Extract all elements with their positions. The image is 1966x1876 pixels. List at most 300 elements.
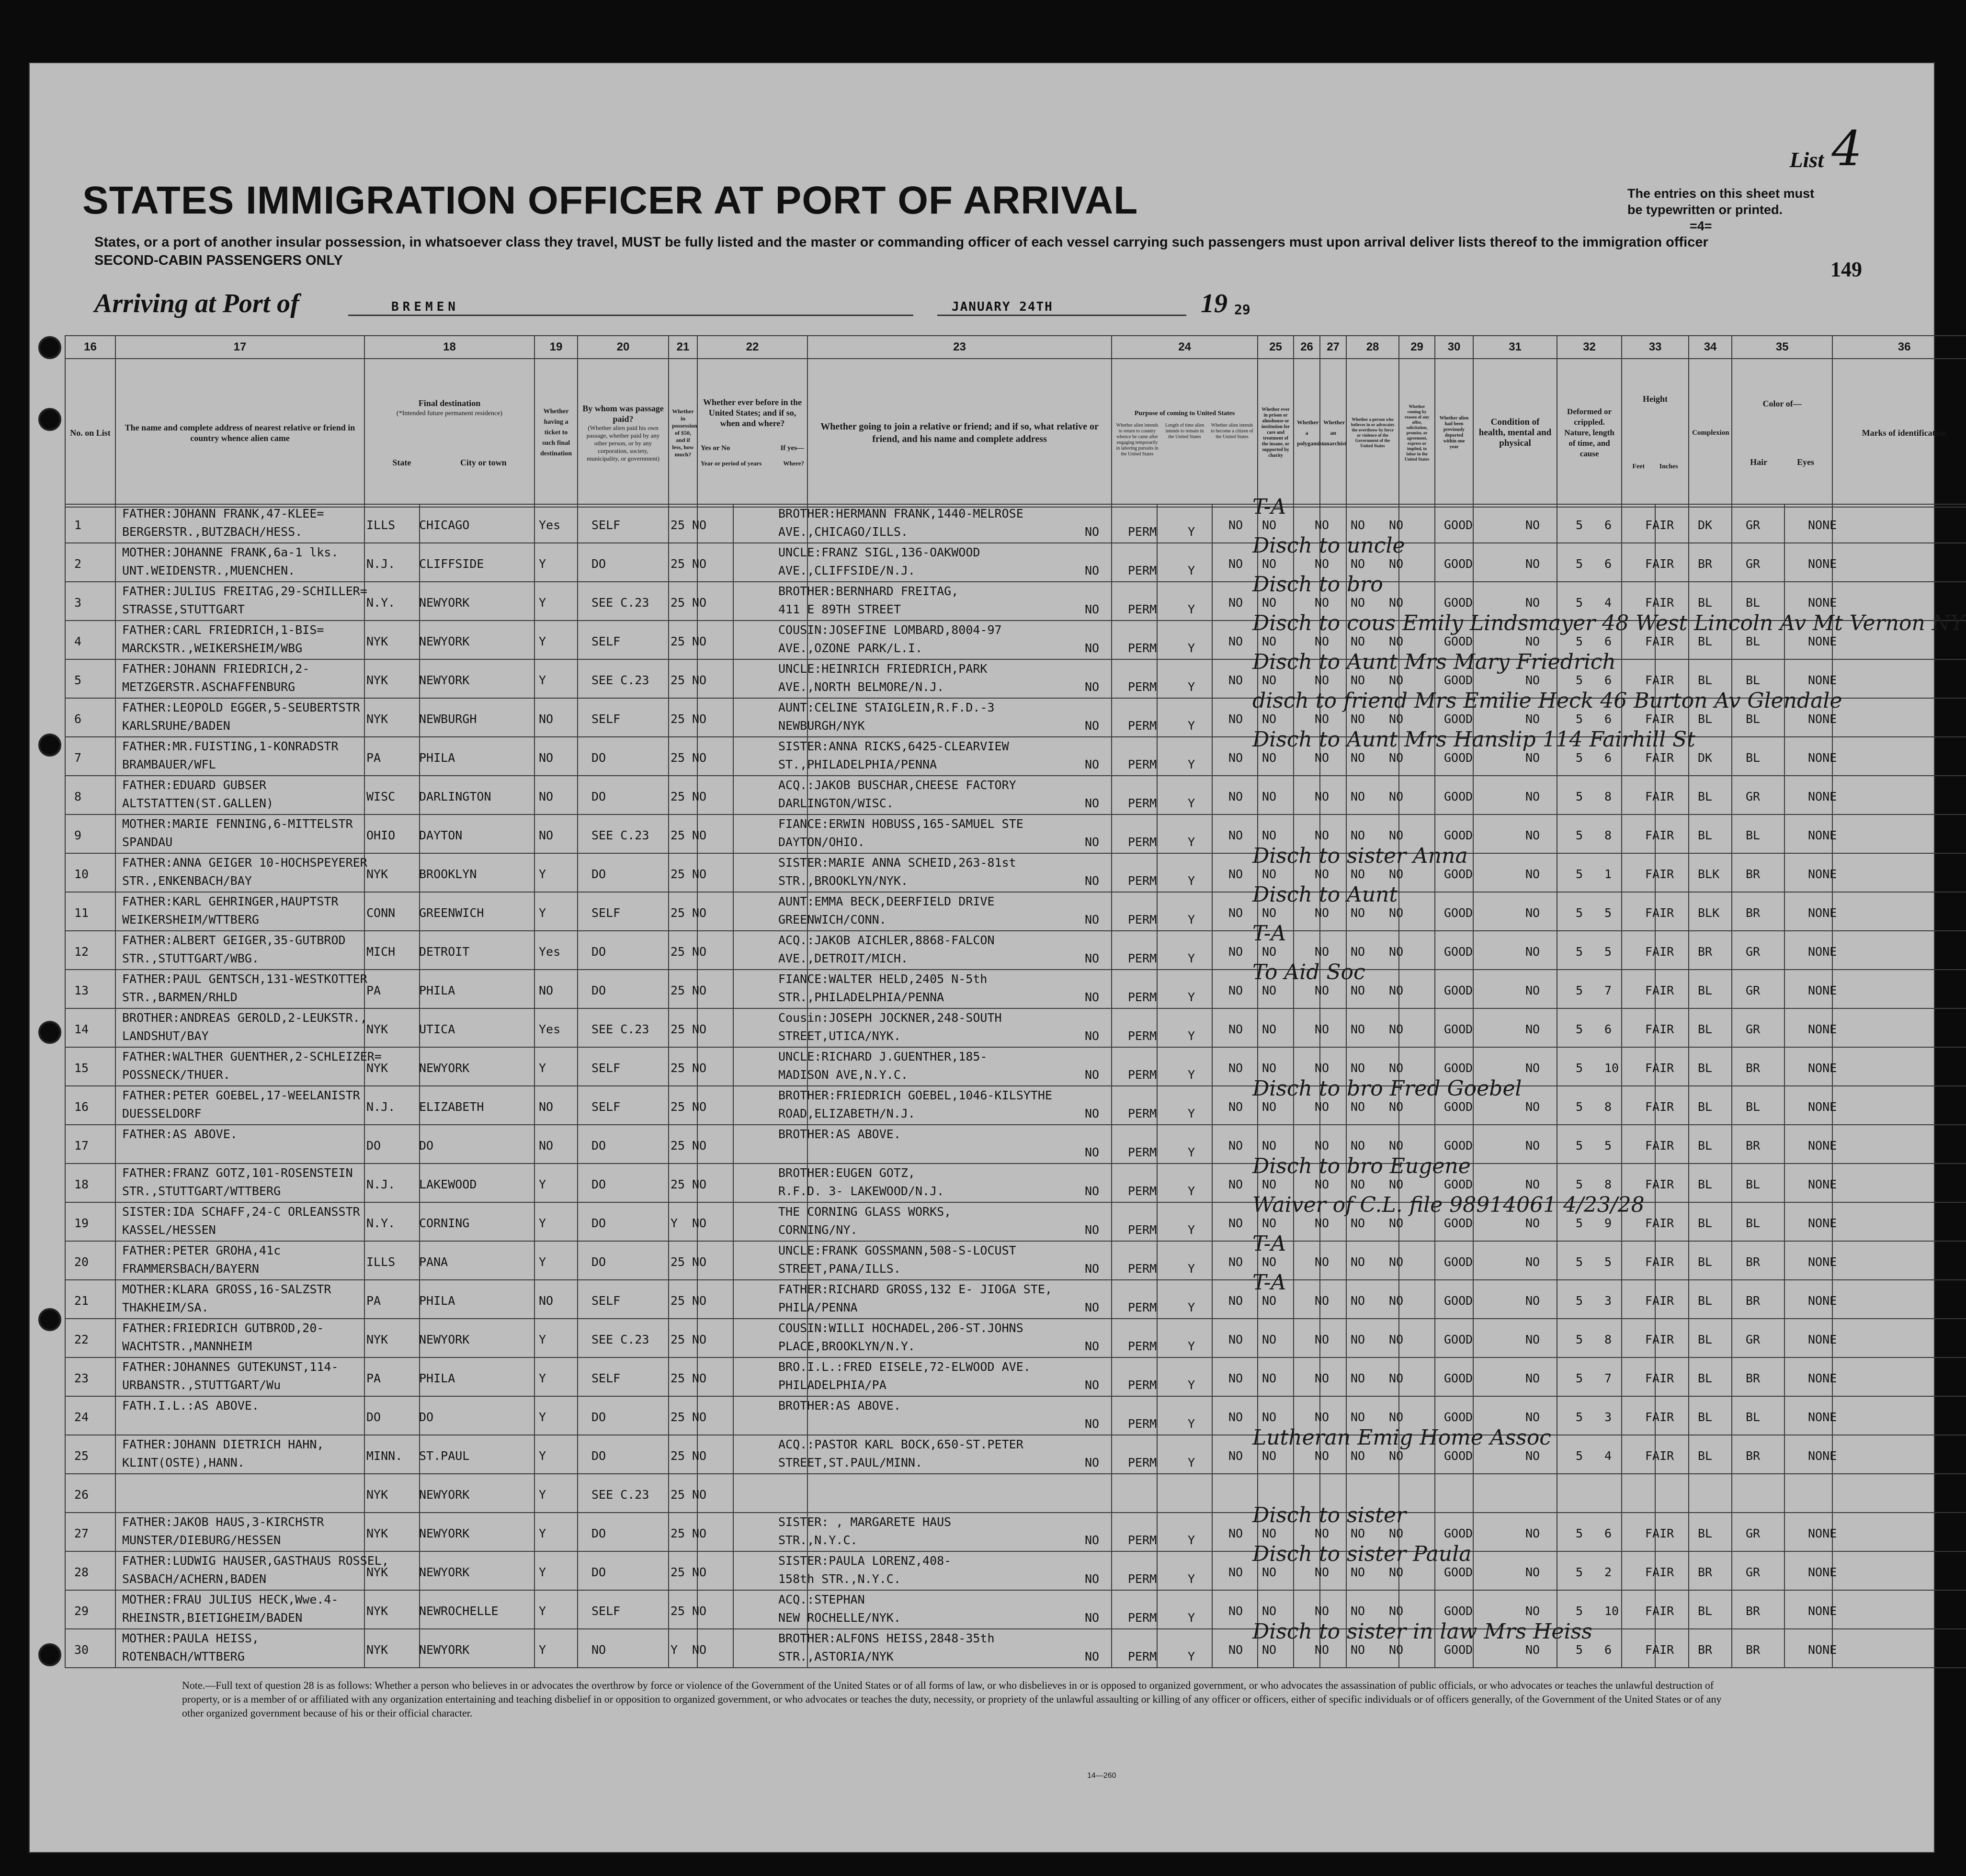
row-cx: FAIR [1645,1216,1674,1230]
row-city: NEWYORK [419,1488,470,1502]
row-before: NO [692,790,707,803]
row-in: 9 [1604,1216,1612,1230]
row-eyes: BL [1746,1216,1761,1230]
handwritten-annotation: Disch to sister Paula [1252,1542,1472,1566]
row-ft: 5 [1576,1604,1583,1618]
row-join1: ACQ.:JAKOB BUSCHAR,CHEESE FACTORY [778,778,1016,792]
handwritten-annotation: T-A [1252,1232,1286,1256]
row-q25: NO [1228,1022,1243,1036]
row-join1: ACQ.:JAKOB AICHLER,8868-FALCON [778,933,995,947]
row-city: DARLINGTON [419,790,491,803]
row-marks: NONE [1808,1526,1837,1540]
row-q28: NO [1315,983,1330,997]
row-marks: NONE [1808,751,1837,765]
row-ticket: Y [539,1410,546,1424]
row-in: 3 [1604,1294,1612,1308]
row-cx: FAIR [1645,557,1674,571]
row-join2: 411 E 89TH STREET [778,602,901,616]
row-cx: FAIR [1645,1139,1674,1153]
row-money: 25 [670,828,685,842]
passenger-row [65,1503,1899,1557]
row-q25: NO [1228,596,1243,610]
row-p2: PERM [1128,1339,1157,1353]
row-q25: NO [1228,1449,1243,1463]
row-deformed: NO [1525,712,1540,726]
row-q25: NO [1228,1604,1243,1618]
row-q29: NO [1351,790,1365,803]
row-rel1: FATHER:JAKOB HAUS,3-KIRCHSTR [122,1515,324,1529]
row-no: 10 [74,867,89,881]
row-join1: ACQ.:PASTOR KARL BOCK,650-ST.PETER [778,1437,1023,1451]
row-q26: NO [1262,1604,1277,1618]
row-in: 6 [1604,634,1612,648]
row-rel2: KARLSRUHE/BADEN [122,719,230,733]
row-money: Y [670,1216,678,1230]
row-eyes: GR [1746,518,1761,532]
row-p2: PERM [1128,1650,1157,1663]
row-ft: 5 [1576,1061,1583,1075]
row-q25: NO [1228,1643,1243,1657]
row-q25: NO [1228,1100,1243,1114]
row-marks: NONE [1808,983,1837,997]
row-q30: NO [1389,1526,1404,1540]
row-paid: SELF [591,1061,621,1075]
row-q30: NO [1389,634,1404,648]
handwritten-annotation: Disch to Aunt Mrs Hanslip 114 Fairhill St [1252,727,1695,752]
row-eyes: GR [1746,983,1761,997]
row-ticket: Yes [539,518,561,532]
row-ft: 5 [1576,945,1583,959]
row-q28: NO [1315,945,1330,959]
row-before: NO [692,906,707,920]
row-p2: PERM [1128,1145,1157,1159]
row-in: 10 [1604,1061,1619,1075]
row-marks: NONE [1808,1022,1837,1036]
row-no: 26 [74,1488,89,1502]
row-join1: UNCLE:FRANK GOSSMANN,508-S-LOCUST [778,1243,1016,1257]
row-rel1: FATHER:PETER GOEBEL,17-WEELANISTR [122,1088,360,1102]
intro-text: States, or a port of another insular possession, in whatsoever class they travel, MUST be fully listed and the master or commanding officer of each vessel carrying such passengers must upon arrival deliver lists thereof to the immigration officer SECOND-CABIN PASSENGERS ONLY [94,235,1708,268]
row-hair: BL [1698,1294,1713,1308]
row-deformed: NO [1525,751,1540,765]
row-q29: NO [1351,673,1365,687]
row-money: 25 [670,1604,685,1618]
row-eyes: BL [1746,596,1761,610]
row-before: NO [692,1371,707,1385]
row-q25: NO [1228,1526,1243,1540]
row-q26: NO [1262,1565,1277,1579]
row-money: 25 [670,1371,685,1385]
row-deformed: NO [1525,1643,1540,1657]
handwritten-annotation: Waiver of C.L. file 98914061 4/23/28 [1252,1193,1645,1217]
row-ft: 5 [1576,1216,1583,1230]
row-eyes: GR [1746,557,1761,571]
row-join1: UNCLE:HEINRICH FRIEDRICH,PARK [778,662,988,676]
row-ft: 5 [1576,790,1583,803]
row-hair: BL [1698,1139,1713,1153]
arriving-line [94,288,1250,322]
row-money: 25 [670,1410,685,1424]
row-ft: 5 [1576,1643,1583,1657]
row-rel2: THAKHEIM/SA. [122,1300,209,1314]
row-state: N.J. [366,1177,396,1191]
row-rel2: KLINT(OSTE),HANN. [122,1456,245,1469]
row-p3: Y [1188,913,1195,927]
row-cx: FAIR [1645,596,1674,610]
row-p1: NO [1085,757,1100,771]
row-deformed: NO [1525,596,1540,610]
row-p2: PERM [1128,1572,1157,1586]
row-join1: ACQ.:STEPHAN [778,1593,865,1606]
row-health: GOOD [1444,906,1473,920]
row-paid: SELF [591,1604,621,1618]
row-hair: BLK [1698,867,1720,881]
row-paid: DO [591,790,606,803]
row-before: NO [692,1022,707,1036]
handwritten-annotation: Disch to uncle [1252,533,1405,558]
row-q30: NO [1389,1139,1404,1153]
row-q25: NO [1228,1177,1243,1191]
row-p1: NO [1085,719,1100,733]
row-before: NO [692,712,707,726]
row-city: ST.PAUL [419,1449,470,1463]
row-marks: NONE [1808,790,1837,803]
passenger-row [65,1590,1899,1635]
row-q26: NO [1262,557,1277,571]
row-rel1: FATHER:FRANZ GOTZ,101-ROSENSTEIN [122,1166,353,1180]
passenger-row [65,495,1899,549]
row-q26: NO [1262,867,1277,881]
row-p1: NO [1085,990,1100,1004]
row-hair: BL [1698,1177,1713,1191]
row-p1: NO [1085,1029,1100,1043]
row-ticket: Y [539,1371,546,1385]
col-joining-relative: Whether going to join a relative or friend; and if so, what relative or friend, and his name and complete address [807,359,1112,507]
row-no: 4 [74,634,82,648]
row-p3: Y [1188,564,1195,577]
passenger-row [65,814,1899,859]
row-ticket: NO [539,983,554,997]
row-deformed: NO [1525,1100,1540,1114]
col-q29: Whether coming by reason of any offer, solicitation, promise, or agreement, express or implied, to labor in the United States [1399,359,1435,507]
row-marks: NONE [1808,712,1837,726]
row-q28: NO [1315,673,1330,687]
row-no: 16 [74,1100,89,1114]
row-hair: BL [1698,1255,1713,1269]
row-in: 4 [1604,596,1612,610]
row-hair: BL [1698,634,1713,648]
row-p2: PERM [1128,641,1157,655]
passenger-row [65,1318,1899,1363]
row-paid: SELF [591,712,621,726]
row-cx: FAIR [1645,1371,1674,1385]
row-p3: Y [1188,757,1195,771]
row-in: 6 [1604,751,1612,765]
row-marks: NONE [1808,1255,1837,1269]
row-q30: NO [1389,1022,1404,1036]
row-marks: NONE [1808,557,1837,571]
row-city: LAKEWOOD [419,1177,477,1191]
row-ft: 5 [1576,596,1583,610]
row-deformed: NO [1525,1449,1540,1463]
row-before: NO [692,673,707,687]
row-q25: NO [1228,1565,1243,1579]
row-before: NO [692,828,707,842]
row-q26: NO [1262,1139,1277,1153]
binder-hole [38,408,61,431]
row-deformed: NO [1525,1216,1540,1230]
row-q26: NO [1262,1643,1277,1657]
row-q25: NO [1228,557,1243,571]
row-q28: NO [1315,1294,1330,1308]
row-health: GOOD [1444,1604,1473,1618]
row-p3: Y [1188,796,1195,810]
row-join2: AVE.,NORTH BELMORE/N.J. [778,680,944,694]
row-q30: NO [1389,945,1404,959]
row-p2: PERM [1128,1417,1157,1431]
row-eyes: BL [1746,1100,1761,1114]
row-q29: NO [1351,557,1365,571]
row-health: GOOD [1444,867,1473,881]
row-state: PA [366,751,381,765]
row-deformed: NO [1525,906,1540,920]
row-q30: NO [1389,1100,1404,1114]
row-health: GOOD [1444,1216,1473,1230]
passenger-row [65,775,1899,820]
row-paid: DO [591,1177,606,1191]
row-money: 25 [670,867,685,881]
binder-hole [38,734,61,757]
row-before: NO [692,1100,707,1114]
row-before: NO [692,1294,707,1308]
row-q26: NO [1262,712,1277,726]
row-join1: BRO.I.L.:FRED EISELE,72-ELWOOD AVE. [778,1360,1031,1374]
row-marks: NONE [1808,1604,1837,1618]
row-cx: FAIR [1645,1526,1674,1540]
row-eyes: BR [1746,1255,1761,1269]
row-join1: BROTHER:AS ABOVE. [778,1127,901,1141]
row-ft: 5 [1576,751,1583,765]
passenger-row [65,1047,1899,1092]
row-p3: Y [1188,525,1195,539]
row-rel2: FRAMMERSBACH/BAYERN [122,1262,259,1276]
row-hair: BL [1698,1333,1713,1346]
passenger-row [65,960,1899,1014]
row-deformed: NO [1525,1410,1540,1424]
row-paid: DO [591,1526,606,1540]
row-p1: NO [1085,602,1100,616]
row-q25: NO [1228,673,1243,687]
row-join1: SISTER:ANNA RICKS,6425-CLEARVIEW [778,739,1009,753]
row-rel2: ROTENBACH/WTTBERG [122,1650,245,1663]
row-before: NO [692,945,707,959]
col-deformed: Deformed or crippled. Nature, length of time, and cause [1557,359,1622,507]
row-health: GOOD [1444,1022,1473,1036]
row-city: PANA [419,1255,448,1269]
row-money: 25 [670,1177,685,1191]
row-money: 25 [670,1061,685,1075]
row-join2: NEW ROCHELLE/NYK. [778,1611,901,1625]
row-ticket: NO [539,1139,554,1153]
row-p2: PERM [1128,1223,1157,1237]
row-no: 6 [74,712,82,726]
row-before: NO [692,1565,707,1579]
row-cx: FAIR [1645,751,1674,765]
row-no: 1 [74,518,82,532]
row-health: GOOD [1444,1410,1473,1424]
row-city: NEWYORK [419,1565,470,1579]
passenger-row [65,1619,1899,1673]
row-state: NYK [366,1643,388,1657]
row-before: NO [692,1410,707,1424]
row-hair: DK [1698,518,1713,532]
sheet-number: 149 [1830,258,1862,281]
col-q28: Whether a person who believes in or advocates the overthrow by force or violence of the Government of the United States [1346,359,1399,507]
row-ft: 5 [1576,1255,1583,1269]
row-q29: NO [1351,1333,1365,1346]
row-before: NO [692,1139,707,1153]
row-q28: NO [1315,712,1330,726]
row-cx: FAIR [1645,1061,1674,1075]
row-p2: PERM [1128,1300,1157,1314]
row-q30: NO [1389,1333,1404,1346]
row-q25: NO [1228,828,1243,842]
row-p2: PERM [1128,951,1157,965]
row-money: 25 [670,712,685,726]
row-in: 7 [1604,983,1612,997]
row-join2: PHILADELPHIA/PA [778,1378,886,1392]
row-join1: BROTHER:ALFONS HEISS,2848-35th [778,1631,995,1645]
row-cx: FAIR [1645,1449,1674,1463]
row-in: 4 [1604,1449,1612,1463]
row-join1: SISTER:PAULA LORENZ,408- [778,1554,952,1568]
row-city: DAYTON [419,828,463,842]
row-q30: NO [1389,557,1404,571]
row-join1: FIANCE:ERWIN HOBUSS,165-SAMUEL STE [778,817,1023,831]
row-q25: NO [1228,1216,1243,1230]
handwritten-annotation: Disch to cous Emily Lindsmayer 48 West Lincoln Av Mt Vernon NY [1252,611,1965,635]
row-city: CLIFFSIDE [419,557,484,571]
row-ft: 5 [1576,1100,1583,1114]
row-q28: NO [1315,1255,1330,1269]
row-paid: SEE C.23 [591,596,649,610]
row-q25: NO [1228,906,1243,920]
passenger-row [65,611,1965,665]
row-eyes: BR [1746,1139,1761,1153]
row-ticket: Yes [539,1022,561,1036]
row-p2: PERM [1128,1029,1157,1043]
row-health: GOOD [1444,983,1473,997]
row-city: NEWROCHELLE [419,1604,499,1618]
row-marks: NONE [1808,1100,1837,1114]
row-before: NO [692,634,707,648]
row-health: GOOD [1444,1294,1473,1308]
row-rel2: KASSEL/HESSEN [122,1223,216,1237]
row-p2: PERM [1128,874,1157,888]
row-deformed: NO [1525,1177,1540,1191]
row-eyes: BR [1746,1449,1761,1463]
row-deformed: NO [1525,983,1540,997]
row-q29: NO [1351,983,1365,997]
row-cx: FAIR [1645,712,1674,726]
row-no: 30 [74,1643,89,1657]
row-health: GOOD [1444,1139,1473,1153]
row-city: NEWYORK [419,1333,470,1346]
row-deformed: NO [1525,1371,1540,1385]
row-q25: NO [1228,634,1243,648]
row-q28: NO [1315,1216,1330,1230]
row-rel1: FATHER:JOHANN DIETRICH HAHN, [122,1437,324,1451]
row-before: NO [692,596,707,610]
row-deformed: NO [1525,634,1540,648]
row-state: N.J. [366,1100,396,1114]
row-before: NO [692,557,707,571]
row-rel1: FATHER:JOHANN FRIEDRICH,2- [122,662,310,676]
row-join2: PLACE,BROOKLYN/N.Y. [778,1339,915,1353]
row-q28: NO [1315,1449,1330,1463]
row-health: GOOD [1444,673,1473,687]
row-hair: BL [1698,673,1713,687]
row-marks: NONE [1808,1449,1837,1463]
row-rel2: STR.,STUTTGART/WTTBERG [122,1184,281,1198]
row-eyes: BL [1746,634,1761,648]
row-cx: FAIR [1645,1410,1674,1424]
row-ticket: Y [539,1216,546,1230]
row-eyes: BR [1746,1604,1761,1618]
row-ft: 5 [1576,867,1583,881]
row-in: 2 [1604,1565,1612,1579]
date-value: JANUARY 24TH [952,300,1053,314]
row-q30: NO [1389,1565,1404,1579]
row-paid: DO [591,1410,606,1424]
row-state: NYK [366,1604,388,1618]
manifest-table-header: 16 17 18 19 20 21 22 23 24 25 26 27 28 29 30 31 32 33 34 35 36 No. on List The name and complete address of nearest relative or friend in country whence alien came Final destination (*Intended future permanent residence) State City or town Whether having a ticket to such final destination By whom was passage paid? (Whether alien paid his own passage, whether paid by any other person, or by any corporation, society, municipality, or government) Whether in possession of $50, and if less, how much? Whether ever before in the United States; and if so, when and where? Yes or No If yes— Year or period of years Where? Whether going to join a relative or friend; and if so, what relative or friend, and his name and complete address Purpose of coming to United States Whether alien intends to return to country whence he came after engaging temporarily in laboring pursuits in the United States Length of time alien intends to remain in the United States Whether alien intends to become a citizen of the United States Whether ever in prison or almshouse or institution for care and treatment of the insane, or supported by charity Whether a polygamist Whether an anarchist Whether a person who believes in or advocates the overthrow by force or violence of the Government of the United States Whether coming by reason of any offer, solicitation, promise, or agreement, express or implied, to labor in the United States Whether alien had been previously deported within one year Condition of health, mental and physical Deformed or crippled. Nature, length of time, and cause Height Feet Inches Complexion Color of— Hair Eyes Marks of identification [65,335,1966,508]
row-deformed: NO [1525,1139,1540,1153]
row-in: 6 [1604,712,1612,726]
row-q29: NO [1351,1255,1365,1269]
row-p1: NO [1085,1417,1100,1431]
row-state: NYK [366,867,388,881]
row-q30: NO [1389,518,1404,532]
row-p1: NO [1085,874,1100,888]
row-eyes: GR [1746,790,1761,803]
row-q28: NO [1315,790,1330,803]
row-q29: NO [1351,1643,1365,1657]
row-q30: NO [1389,1371,1404,1385]
row-join1: FATHER:RICHARD GROSS,132 E- JIOGA STE, [778,1282,1052,1296]
document-title: STATES IMMIGRATION OFFICER AT PORT OF ARRIVAL [82,179,1138,222]
row-before: NO [692,1333,707,1346]
row-state: PA [366,1371,381,1385]
row-ft: 5 [1576,1449,1583,1463]
row-p1: NO [1085,1339,1100,1353]
row-q29: NO [1351,1294,1365,1308]
row-ticket: NO [539,828,554,842]
row-marks: NONE [1808,596,1837,610]
row-health: GOOD [1444,1449,1473,1463]
row-rel1: FATH.I.L.:AS ABOVE. [122,1399,259,1413]
row-rel2: POSSNECK/THUER. [122,1068,230,1082]
row-ft: 5 [1576,1333,1583,1346]
handwritten-annotation: To Aid Soc [1252,960,1365,984]
col-marks: Marks of identification [1832,359,1966,507]
row-rel2: STR.,BARMEN/RHLD [122,990,238,1004]
row-deformed: NO [1525,867,1540,881]
row-q26: NO [1262,1100,1277,1114]
row-q28: NO [1315,1177,1330,1191]
row-before: NO [692,1643,707,1657]
row-q30: NO [1389,906,1404,920]
